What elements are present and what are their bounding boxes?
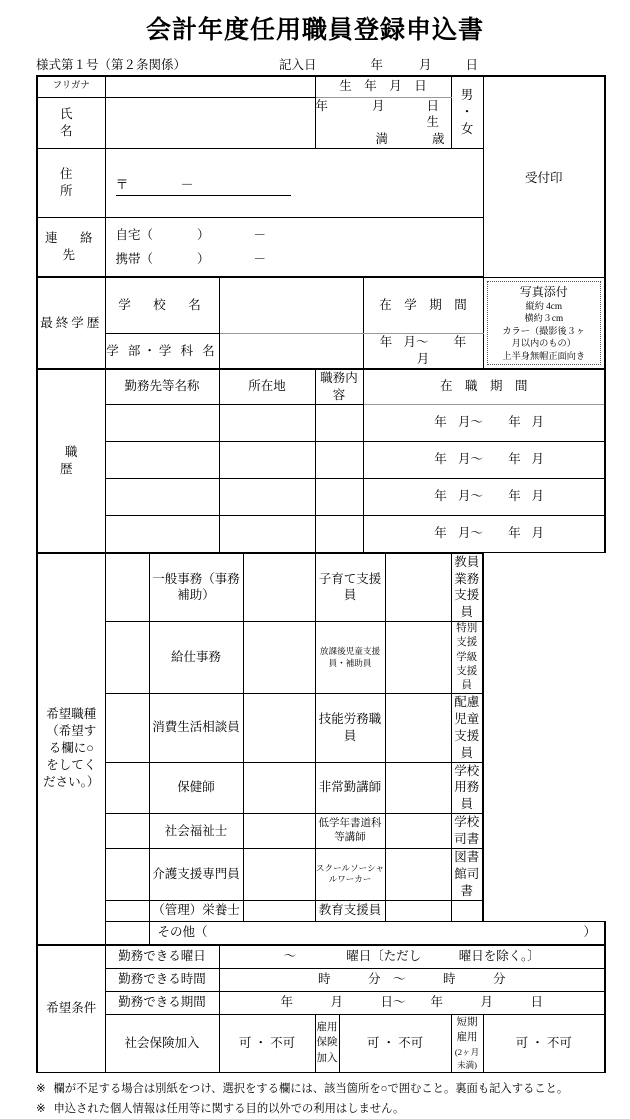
job-label-18: 学校用務員 [451, 762, 483, 814]
job-label-5: 社会福祉士 [149, 814, 243, 849]
footnote-1: ※ 欄が不足する場合は別紙をつけ、選択をする欄には、該当箇所を○で囲むこと。裏面も記入すること。 [36, 1082, 569, 1095]
desired-jobs-row-6 [37, 848, 605, 900]
table-row [37, 404, 605, 441]
workdays-input[interactable]: ～ 曜日〔ただし 曜日を除く。〕 [219, 945, 605, 969]
birth-date-header: 生 年 月 日 [315, 76, 451, 98]
gender-separator: ・ [460, 104, 474, 119]
table-row [37, 515, 605, 553]
duties-header: 職務内容 [315, 369, 363, 404]
address-input[interactable] [105, 149, 483, 218]
name-input[interactable] [105, 97, 315, 149]
workhours-input[interactable]: 時 分 ～ 時 分 [219, 968, 605, 991]
social-insurance-label: 社会保険加入 [105, 1014, 219, 1072]
entry-date-year: 年 [370, 57, 384, 72]
job-label-12: 低学年書道科等講師 [315, 814, 385, 849]
workplace-input[interactable] [105, 404, 219, 441]
education-period-month-from: 月～ [403, 335, 429, 350]
job-label-1: 一般事務（事務補助） [149, 553, 243, 622]
gender-female: 女 [460, 121, 474, 136]
job-label-7: （管理）栄養士 [149, 900, 243, 921]
workperiod-label: 勤務できる期間 [105, 991, 219, 1014]
gender-male: 男 [460, 88, 474, 102]
employment-insurance-option[interactable]: 可 ・ 不可 [339, 1014, 451, 1072]
location-input[interactable] [219, 441, 315, 478]
education-period-input[interactable] [363, 334, 483, 369]
education-period-year2: 年 [453, 335, 467, 350]
mobile-phone-line[interactable] [106, 251, 483, 268]
photo-height: 縦約 4cm [525, 300, 563, 311]
education-period-month2: 月 [416, 352, 430, 367]
job-label-21 [451, 900, 483, 921]
conditions-days-row [37, 945, 605, 969]
job-label-19: 学校司書 [451, 814, 483, 849]
social-insurance-option[interactable]: 可 ・ 不可 [219, 1014, 315, 1072]
job-checkbox-14[interactable] [243, 900, 315, 921]
job-label-20: 図書館司書 [451, 848, 483, 900]
entry-date-label: 記入日 [279, 57, 317, 72]
job-checkbox-4[interactable] [105, 762, 149, 814]
form-number: 様式第１号（第２条関係） [36, 57, 187, 72]
receipt-stamp-cell [483, 76, 605, 278]
school-name-input[interactable] [219, 277, 363, 334]
photo-attach-box [487, 281, 602, 365]
job-label-15: 教員業務支援員 [451, 553, 483, 622]
workplace-input[interactable] [105, 515, 219, 553]
job-checkbox-13[interactable] [243, 848, 315, 900]
entry-date-line [279, 55, 478, 73]
job-checkbox-18[interactable] [385, 762, 451, 814]
photo-title: 写真添付 [519, 284, 568, 299]
work-period-input[interactable]: 年 月～ 年 月 [363, 515, 605, 553]
job-label-4: 保健師 [149, 762, 243, 814]
job-checkbox-5[interactable] [105, 814, 149, 849]
job-label-11: 非常勤講師 [315, 762, 385, 814]
photo-pose-note: 上半身無帽正面向き [502, 350, 586, 361]
entry-date-day: 日 [465, 57, 479, 72]
footnote-mark-icon: ※ [36, 1082, 46, 1095]
location-input[interactable] [219, 478, 315, 515]
job-label-2: 給仕事務 [149, 622, 243, 694]
postal-dash: － [180, 177, 194, 193]
job-checkbox-10[interactable] [243, 694, 315, 763]
desired-jobs-other-row [37, 921, 605, 945]
desired-jobs-row-1 [37, 553, 605, 622]
gender-cell[interactable] [451, 76, 483, 149]
job-label-16: 特別支援学級支援員 [451, 622, 483, 694]
mobile-phone-close: ） [197, 251, 210, 266]
entry-date-month: 月 [419, 57, 432, 72]
work-period-input[interactable]: 年 月～ 年 月 [363, 441, 605, 478]
work-period-header: 在 職 期 間 [363, 369, 605, 404]
footnotes [36, 1080, 630, 1119]
conditions-period-row [37, 991, 605, 1014]
job-label-6: 介護支援専門員 [149, 848, 243, 900]
job-label-13: スクールソーシャルワーカー [315, 848, 385, 900]
employment-insurance-label: 雇用保険 加入 [315, 1014, 339, 1072]
job-checkbox-3[interactable] [105, 694, 149, 763]
workhours-label: 勤務できる時間 [105, 968, 219, 991]
job-checkbox-2[interactable] [105, 622, 149, 694]
desired-jobs-row-2 [37, 622, 605, 694]
desired-jobs-row-3 [37, 694, 605, 763]
postal-code-field[interactable] [116, 176, 291, 196]
table-row [37, 478, 605, 515]
mobile-phone-label: 携帯（ [115, 251, 154, 266]
age-unit: 歳 [432, 132, 445, 147]
job-checkbox-21[interactable] [385, 900, 451, 921]
home-phone-line[interactable] [106, 227, 483, 251]
contact-label: 連 絡 先 [37, 218, 105, 278]
job-other-label: その他（ [157, 925, 208, 940]
duties-input[interactable] [315, 478, 363, 515]
mobile-phone-dash: － [253, 251, 267, 266]
job-checkbox-20[interactable] [385, 848, 451, 900]
desired-conditions-label: 希望条件 [37, 945, 105, 1073]
job-checkbox-16[interactable] [385, 622, 451, 694]
address-label: 住 所 [37, 149, 105, 218]
photo-attach-cell [483, 277, 605, 369]
furigana-input[interactable] [105, 76, 315, 98]
short-term-option[interactable]: 可 ・ 不可 [483, 1014, 605, 1072]
department-input[interactable] [219, 334, 363, 369]
job-label-10: 技能労務職員 [315, 694, 385, 763]
home-phone-close: ） [197, 227, 210, 242]
postal-mark: 〒 [115, 177, 129, 193]
birth-month: 月 [371, 98, 385, 113]
workplace-input[interactable] [105, 478, 219, 515]
conditions-hours-row [37, 968, 605, 991]
work-period-input[interactable]: 年 月～ 年 月 [363, 478, 605, 515]
job-other-input[interactable] [149, 921, 605, 945]
desired-jobs-label: 希望職種 （希望す る欄に○ をしてく ださい。） [37, 553, 105, 945]
birth-year: 年 [315, 98, 328, 113]
education-period-year: 年 [379, 335, 393, 350]
contact-input-cell[interactable] [105, 218, 483, 278]
job-checkbox-12[interactable] [243, 814, 315, 849]
school-name-label: 学 校 名 [105, 277, 219, 334]
duties-input[interactable] [315, 404, 363, 441]
location-header: 所在地 [219, 369, 315, 404]
workplace-header: 勤務先等名称 [105, 369, 219, 404]
job-checkbox-17[interactable] [385, 694, 451, 763]
job-checkbox-6[interactable] [105, 848, 149, 900]
job-checkbox-other[interactable] [105, 921, 149, 945]
job-checkbox-15[interactable] [385, 553, 451, 622]
photo-color-note-2: 月以内のもの） [511, 338, 576, 349]
application-form-table [36, 75, 606, 1073]
conditions-insurance-row [37, 1014, 605, 1072]
home-phone-dash: － [253, 227, 267, 242]
department-label: 学 部・学 科 名 [105, 334, 219, 369]
job-checkbox-19[interactable] [385, 814, 451, 849]
duties-input[interactable] [315, 441, 363, 478]
desired-jobs-row-4 [37, 762, 605, 814]
birth-day: 日生 [426, 98, 439, 130]
desired-jobs-row-5 [37, 814, 605, 849]
job-label-3: 消費生活相談員 [149, 694, 243, 763]
home-phone-label: 自宅（ [115, 227, 154, 242]
location-input[interactable] [219, 515, 315, 553]
name-label: 氏 名 [37, 97, 105, 149]
header-row [36, 53, 604, 75]
job-checkbox-11[interactable] [243, 762, 315, 814]
education-label: 最終学歴 [37, 277, 105, 369]
workdays-label: 勤務できる曜日 [105, 945, 219, 969]
job-label-17: 配慮児童支援員 [451, 694, 483, 763]
footnote-2: ※ 申込された個人情報は任用等に関する目的以外での利用はしません。 [36, 1102, 405, 1115]
job-checkbox-9[interactable] [243, 622, 315, 694]
job-label-8: 子育て支援員 [315, 553, 385, 622]
work-period-input[interactable]: 年 月～ 年 月 [363, 404, 605, 441]
workperiod-input[interactable]: 年 月 日～ 年 月 日 [219, 991, 605, 1014]
work-history-header-row [37, 369, 605, 404]
location-input[interactable] [219, 404, 315, 441]
footnote-mark-icon: ※ [36, 1102, 46, 1115]
work-history-label: 職 歴 [37, 369, 105, 553]
photo-width: 横約３cm [524, 313, 564, 324]
short-term-label: 短期雇用 (2ヶ月未満) [451, 1014, 483, 1072]
job-checkbox-8[interactable] [243, 553, 315, 622]
job-other-close: ） [583, 925, 597, 940]
page-title: 会計年度任用職員登録申込書 [145, 17, 484, 44]
furigana-label: フリガナ [37, 76, 105, 98]
duties-input[interactable] [315, 515, 363, 553]
birth-date-input[interactable] [315, 97, 451, 149]
education-period-header: 在 学 期 間 [363, 277, 483, 334]
desired-jobs-row-7 [37, 900, 605, 921]
education-school-row [37, 277, 605, 334]
photo-color-note-1: カラー（撮影後３ヶ [502, 325, 586, 336]
job-label-9: 放課後児童支援員・補助員 [315, 622, 385, 694]
age-prefix: 満 [375, 132, 389, 147]
furigana-row [37, 76, 605, 98]
job-checkbox-7[interactable] [105, 900, 149, 921]
job-label-14: 教育支援員 [315, 900, 385, 921]
receipt-stamp-label: 受付印 [525, 171, 563, 186]
job-checkbox-1[interactable] [105, 553, 149, 622]
